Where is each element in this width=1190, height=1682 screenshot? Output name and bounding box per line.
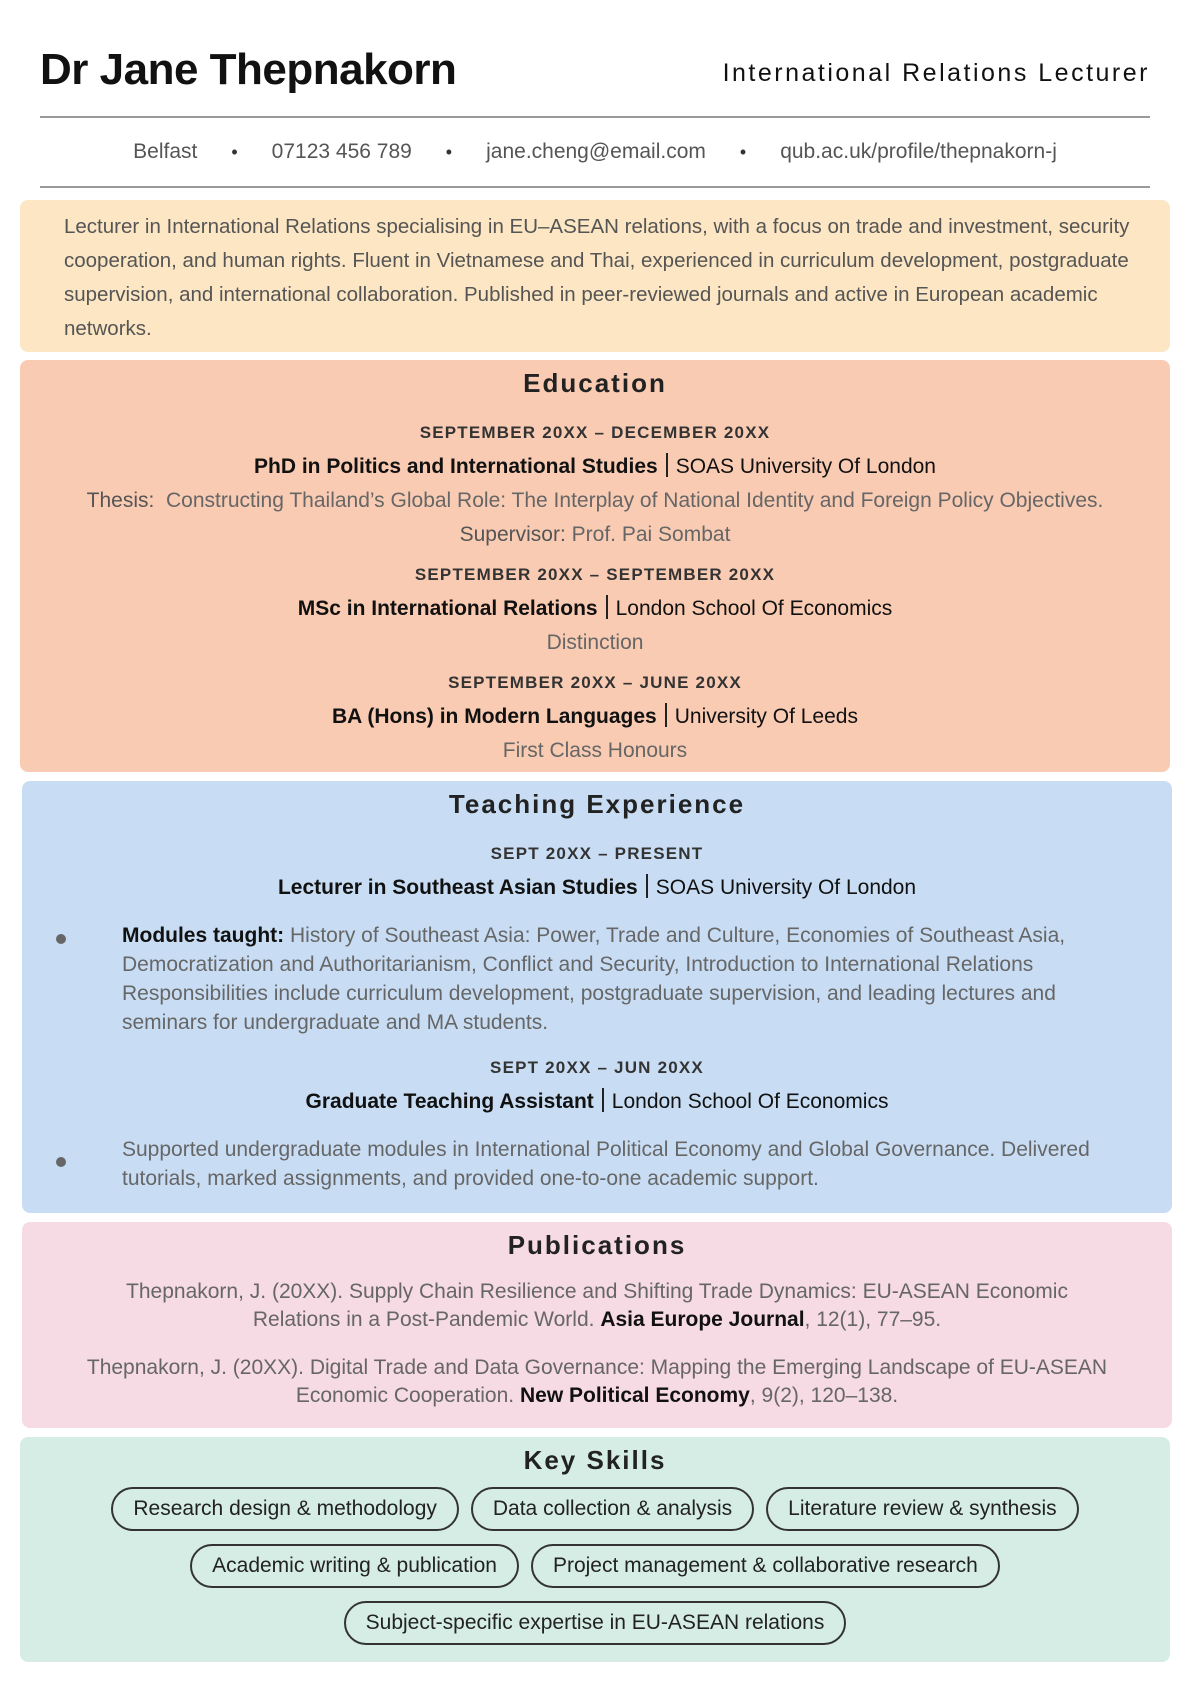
institution-name: London School Of Economics: [611, 1090, 889, 1113]
skills-heading: Key Skills: [523, 1445, 667, 1475]
bullet-label: Modules taught:: [122, 924, 285, 947]
bullet-icon: [56, 1157, 66, 1167]
teaching-role-line: [22, 1087, 1172, 1117]
skills-row: [20, 1601, 1170, 1645]
skill-chip: Project management & collaborative research: [531, 1544, 1000, 1588]
teaching-bullet: [56, 921, 1126, 1037]
contact-email: jane.cheng@email.com: [486, 140, 706, 163]
teaching-entry: [22, 1057, 1172, 1117]
thesis-title: Constructing Thailand’s Global Role: The Interplay of National Identity and Foreign Policy Objectives.: [166, 489, 1104, 512]
divider: [606, 595, 608, 619]
skill-chip: Academic writing & publication: [190, 1544, 519, 1588]
cv-header: [40, 44, 1150, 118]
contact-bar: [40, 118, 1150, 188]
teaching-date: SEPT 20XX – PRESENT: [490, 844, 704, 863]
degree-result: First Class Honours: [502, 739, 688, 762]
skill-chip: Research design & methodology: [111, 1487, 459, 1531]
bullet-icon: [56, 934, 66, 944]
publication-item: [82, 1278, 1112, 1334]
education-entry: [20, 422, 1170, 552]
institution-name: London School Of Economics: [615, 597, 893, 620]
publication-journal: Asia Europe Journal: [600, 1308, 805, 1331]
contact-phone: 07123 456 789: [271, 140, 412, 163]
teaching-section: [22, 781, 1172, 1213]
degree-result: Distinction: [546, 631, 644, 654]
summary-section: [20, 200, 1170, 352]
publication-ref: , 12(1), 77–95.: [804, 1308, 942, 1331]
institution-name: University Of Leeds: [674, 705, 858, 728]
skills-row: [20, 1487, 1170, 1531]
job-title: International Relations Lecturer: [722, 59, 1150, 87]
skills-list: [20, 1487, 1170, 1658]
skills-row: [20, 1544, 1170, 1588]
divider: [646, 874, 648, 898]
education-degree-line: [20, 702, 1170, 732]
education-date: SEPTEMBER 20XX – DECEMBER 20XX: [419, 423, 771, 442]
education-heading: Education: [523, 368, 667, 398]
institution-name: SOAS University Of London: [655, 876, 917, 899]
publication-item: [82, 1354, 1112, 1410]
teaching-date: SEPT 20XX – JUN 20XX: [490, 1058, 704, 1077]
contact-separator: •: [739, 141, 747, 162]
thesis-label: Thesis:: [86, 489, 155, 512]
role-title: Lecturer in Southeast Asian Studies: [277, 876, 638, 899]
publication-ref: , 9(2), 120–138.: [749, 1384, 899, 1407]
supervisor-label: Supervisor:: [459, 523, 566, 546]
institution-name: SOAS University Of London: [675, 455, 936, 478]
candidate-name: Dr Jane Thepnakorn: [40, 45, 457, 94]
bullet-body: History of Southeast Asia: Power, Trade and Culture, Economies of Southeast Asia, Democratization and Authoritarianism, Conflict and Security, Introduction to International Relations Responsibilities include curriculum development, postgraduate supervision, and leading lectures and seminars for undergraduate and MA students.: [122, 924, 1066, 1034]
thesis-line: [20, 484, 1170, 518]
contact-separator: •: [231, 141, 238, 162]
publication-citation: Thepnakorn, J. (20XX). Supply Chain Resilience and Shifting Trade Dynamics: EU-ASEAN Economic Relations in a Post-Pandemic World.: [126, 1280, 1068, 1331]
skill-chip: Literature review & synthesis: [766, 1487, 1078, 1531]
education-section: [20, 360, 1170, 772]
publication-journal: New Political Economy: [519, 1384, 750, 1407]
skill-chip: Data collection & analysis: [471, 1487, 754, 1531]
publication-citation: Thepnakorn, J. (20XX). Digital Trade and Data Governance: Mapping the Emerging Landscape of EU-ASEAN Economic Cooperation.: [86, 1356, 1108, 1407]
supervisor-name: Prof. Pai Sombat: [571, 523, 731, 546]
skills-section: [20, 1437, 1170, 1662]
degree-name: BA (Hons) in Modern Languages: [332, 705, 657, 728]
bullet-body: Supported undergraduate modules in International Political Economy and Global Governance. Delivered tutorials, marked assignments, and provided one-to-one academic support.: [122, 1138, 1090, 1190]
skill-chip: Subject-specific expertise in EU-ASEAN relations: [344, 1601, 847, 1645]
teaching-heading: Teaching Experience: [448, 789, 746, 819]
divider: [666, 453, 668, 477]
education-entry: [20, 672, 1170, 768]
degree-name: PhD in Politics and International Studies: [253, 455, 658, 478]
teaching-bullet: [56, 1135, 1126, 1193]
role-title: Graduate Teaching Assistant: [305, 1090, 594, 1113]
education-degree-line: [20, 594, 1170, 624]
teaching-entry: [22, 843, 1172, 903]
bullet-text: [122, 921, 1126, 1037]
contact-separator: •: [445, 141, 453, 162]
degree-name: MSc in International Relations: [297, 597, 598, 620]
contact-location: Belfast: [133, 140, 198, 163]
summary-text: Lecturer in International Relations specialising in EU–ASEAN relations, with a focus on trade and investment, security cooperation, and human rights. Fluent in Vietnamese and Thai, experienced in curriculum development, postgraduate supervision, and international collaboration. Published in peer-reviewed journals and active in European academic networks.: [64, 215, 1130, 340]
publications-heading: Publications: [507, 1230, 687, 1260]
education-date: SEPTEMBER 20XX – JUNE 20XX: [448, 673, 742, 692]
divider: [665, 703, 667, 727]
education-entry: [20, 564, 1170, 660]
divider: [602, 1088, 604, 1112]
teaching-role-line: [22, 873, 1172, 903]
publications-section: [22, 1222, 1172, 1428]
contact-profile-link: qub.ac.uk/profile/thepnakorn-j: [780, 140, 1057, 163]
education-degree-line: [20, 452, 1170, 482]
supervisor-line: [20, 518, 1170, 552]
education-date: SEPTEMBER 20XX – SEPTEMBER 20XX: [414, 565, 776, 584]
